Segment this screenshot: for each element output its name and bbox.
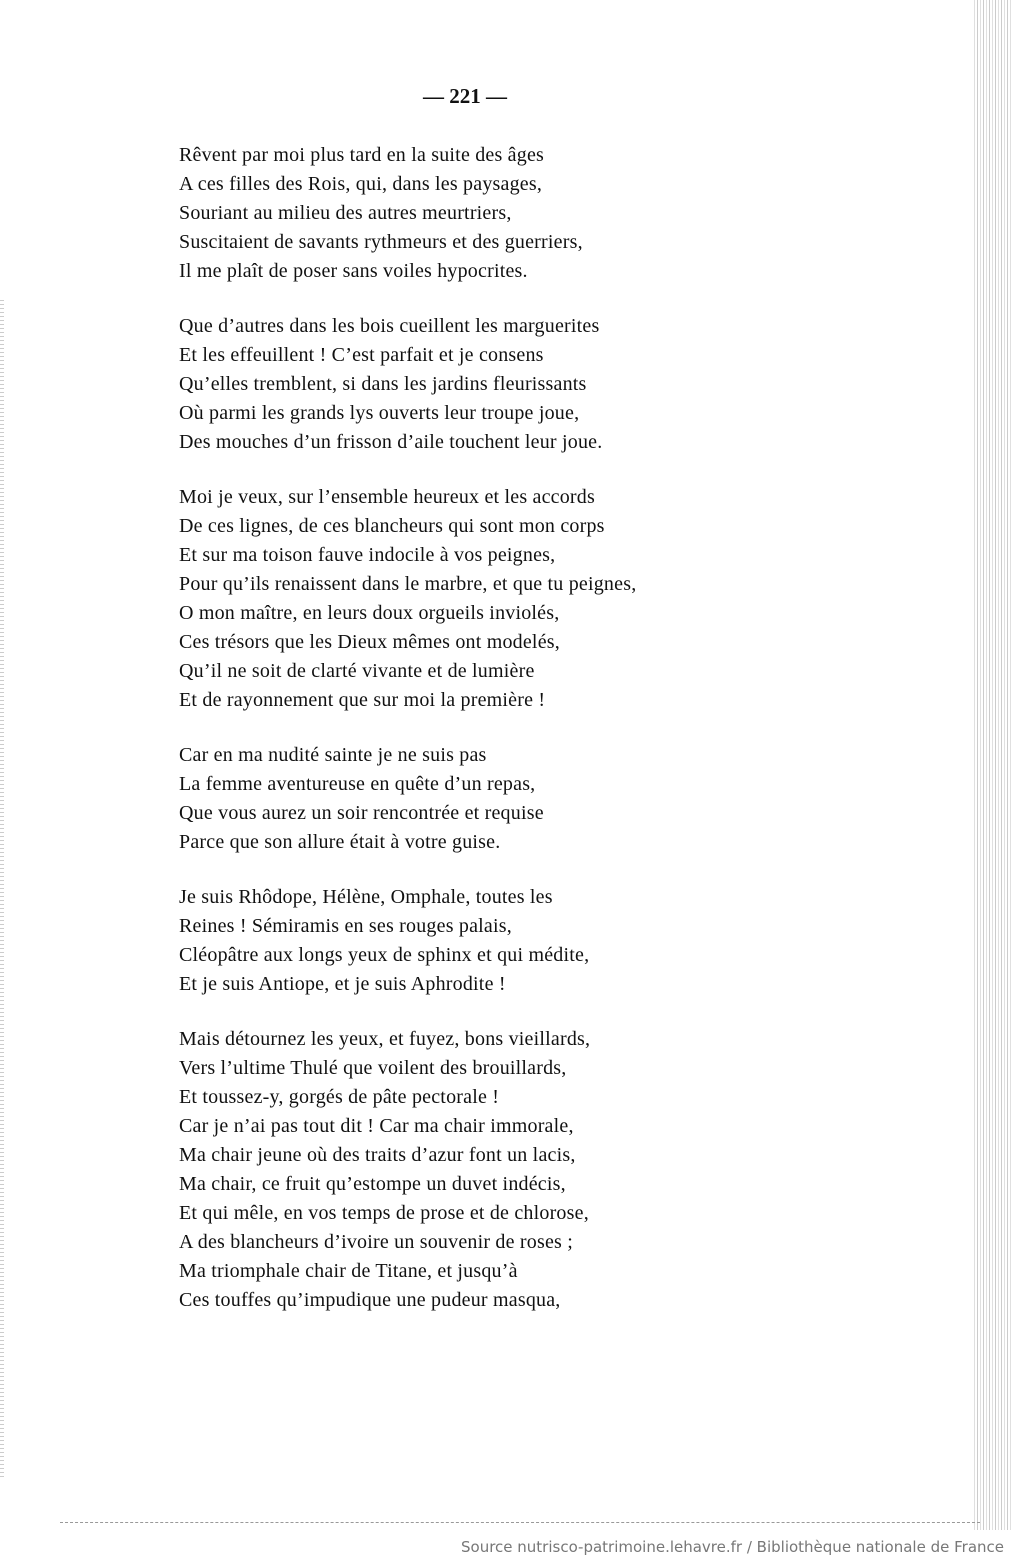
verse-line: A des blancheurs d’ivoire un souvenir de roses ; — [179, 1231, 573, 1253]
verse-line: Et les effeuillent ! C’est parfait et je consens — [179, 344, 544, 366]
verse-line: Et de rayonnement que sur moi la première ! — [179, 689, 546, 711]
verse-line: La femme aventureuse en quête d’un repas, — [179, 773, 536, 795]
verse-line: Des mouches d’un frisson d’aile touchent leur joue. — [179, 431, 603, 453]
verse-line: Pour qu’ils renaissent dans le marbre, et que tu peignes, — [179, 573, 637, 595]
scan-right-edge — [972, 0, 1012, 1530]
verse-line: Car en ma nudité sainte je ne suis pas — [179, 744, 487, 766]
scan-left-edge — [0, 300, 4, 1480]
verse-line: O mon maître, en leurs doux orgueils inviolés, — [179, 602, 560, 624]
verse-line: Suscitaient de savants rythmeurs et des guerriers, — [179, 231, 583, 253]
verse-line: Rêvent par moi plus tard en la suite des âges — [179, 144, 545, 166]
page-number: — 221 — — [423, 84, 507, 108]
verse-line: Il me plaît de poser sans voiles hypocrites. — [179, 260, 528, 282]
verse-line: Ma triomphale chair de Titane, et jusqu’à — [179, 1260, 518, 1282]
verse-line: Ma chair, ce fruit qu’estompe un duvet indécis, — [179, 1173, 566, 1195]
verse-line: Et qui mêle, en vos temps de prose et de chlorose, — [179, 1202, 589, 1224]
stanza — [179, 141, 636, 286]
verse-line: Cléopâtre aux longs yeux de sphinx et qui médite, — [179, 944, 590, 966]
stanza — [179, 1025, 636, 1315]
verse-line: Souriant au milieu des autres meurtriers, — [179, 202, 512, 224]
stanza — [179, 483, 636, 715]
verse-line: Ces touffes qu’impudique une pudeur masqua, — [179, 1289, 561, 1311]
verse-line: De ces lignes, de ces blancheurs qui sont mon corps — [179, 515, 605, 537]
verse-line: Car je n’ai pas tout dit ! Car ma chair immorale, — [179, 1115, 574, 1137]
verse-line: Qu’elles tremblent, si dans les jardins fleurissants — [179, 373, 587, 395]
bottom-rule — [60, 1522, 980, 1523]
verse-line: Et je suis Antiope, et je suis Aphrodite ! — [179, 973, 506, 995]
verse-line: Où parmi les grands lys ouverts leur troupe joue, — [179, 402, 580, 424]
verse-line: Que vous aurez un soir rencontrée et requise — [179, 802, 544, 824]
verse-line: Ces trésors que les Dieux mêmes ont modelés, — [179, 631, 560, 653]
verse-line: Et toussez-y, gorgés de pâte pectorale ! — [179, 1086, 500, 1108]
stanza — [179, 883, 636, 999]
verse-line: Mais détournez les yeux, et fuyez, bons vieillards, — [179, 1028, 591, 1050]
stanza — [179, 312, 636, 457]
verse-line: Ma chair jeune où des traits d’azur font un lacis, — [179, 1144, 576, 1166]
verse-line: Et sur ma toison fauve indocile à vos peignes, — [179, 544, 556, 566]
stanza — [179, 741, 636, 857]
source-credit: Source nutrisco-patrimoine.lehavre.fr / Bibliothèque nationale de France — [461, 1538, 1004, 1556]
verse-line: Vers l’ultime Thulé que voilent des brouillards, — [179, 1057, 567, 1079]
verse-line: Que d’autres dans les bois cueillent les marguerites — [179, 315, 600, 337]
verse-line: Je suis Rhôdope, Hélène, Omphale, toutes les — [179, 886, 553, 908]
verse-line: Qu’il ne soit de clarté vivante et de lumière — [179, 660, 535, 682]
verse-line: Moi je veux, sur l’ensemble heureux et les accords — [179, 486, 595, 508]
verse-line: A ces filles des Rois, qui, dans les paysages, — [179, 173, 543, 195]
verse-line: Reines ! Sémiramis en ses rouges palais, — [179, 915, 512, 937]
poem-body — [179, 141, 636, 1341]
verse-line: Parce que son allure était à votre guise. — [179, 831, 501, 853]
